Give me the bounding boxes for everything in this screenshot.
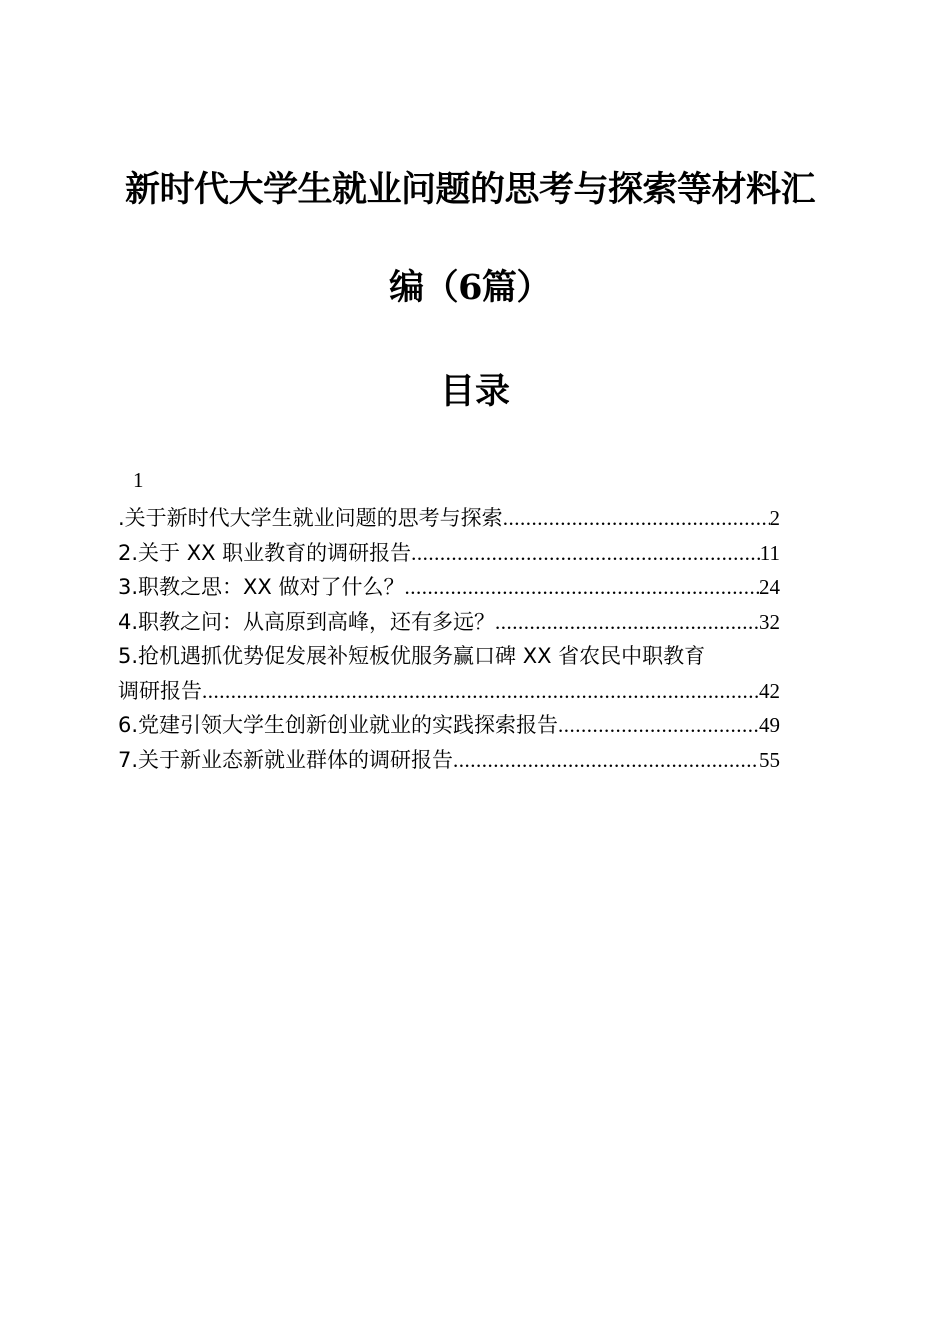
toc-entry-page: 55 <box>759 747 780 772</box>
toc-leader-dots <box>503 501 770 536</box>
toc-entry-page: 24 <box>759 575 780 599</box>
toc-entry-text: 2.关于 XX 职业教育的调研报告 <box>118 540 412 565</box>
toc-entry-page: 49 <box>759 713 780 737</box>
toc-entry-7[interactable] <box>118 743 780 778</box>
toc-entry-text: 6.党建引领大学生创新创业就业的实践探索报告 <box>118 713 559 737</box>
toc-entry-page: 42 <box>759 678 780 703</box>
toc-entry-text: 4.职教之问：从高原到高峰，还有多远？ <box>118 609 496 634</box>
toc-entry-page: 11 <box>759 540 780 565</box>
toc-heading: 目录 <box>439 371 510 412</box>
toc-entry-1-number: 1 <box>133 468 144 492</box>
toc-entry-text: 调研报告 <box>118 678 202 703</box>
toc-entry-text: 3.职教之思：XX 做对了什么？ <box>118 575 405 599</box>
toc-entry-page: 32 <box>759 609 780 634</box>
toc-entry-page: 2 <box>769 506 780 530</box>
toc-leader-dots <box>453 743 759 778</box>
toc-leader-dots <box>202 674 759 709</box>
toc-leader-dots <box>411 536 760 571</box>
toc-entry-5-line-1[interactable]: 5.抢机遇抓优势促发展补短板优服务赢口碑 XX 省农民中职教育 <box>118 644 706 668</box>
document-title-line-2: 编（6篇） <box>389 267 551 308</box>
document-title-line-1: 新时代大学生就业问题的思考与探索等材料汇 <box>124 169 815 210</box>
toc-entry-4[interactable] <box>118 605 780 640</box>
toc-entry-text: .关于新时代大学生就业问题的思考与探索 <box>118 506 503 530</box>
table-of-contents <box>118 501 838 777</box>
toc-entry-3[interactable] <box>118 570 780 605</box>
toc-entry-text: 7.关于新业态新就业群体的调研报告 <box>118 747 454 772</box>
toc-entry-6[interactable] <box>118 708 780 743</box>
toc-entry-2[interactable] <box>118 536 780 571</box>
toc-leader-dots <box>558 708 759 743</box>
toc-leader-dots <box>495 605 759 640</box>
toc-entry-1[interactable] <box>118 501 780 536</box>
toc-entry-5[interactable] <box>118 674 780 709</box>
toc-leader-dots <box>404 570 759 605</box>
